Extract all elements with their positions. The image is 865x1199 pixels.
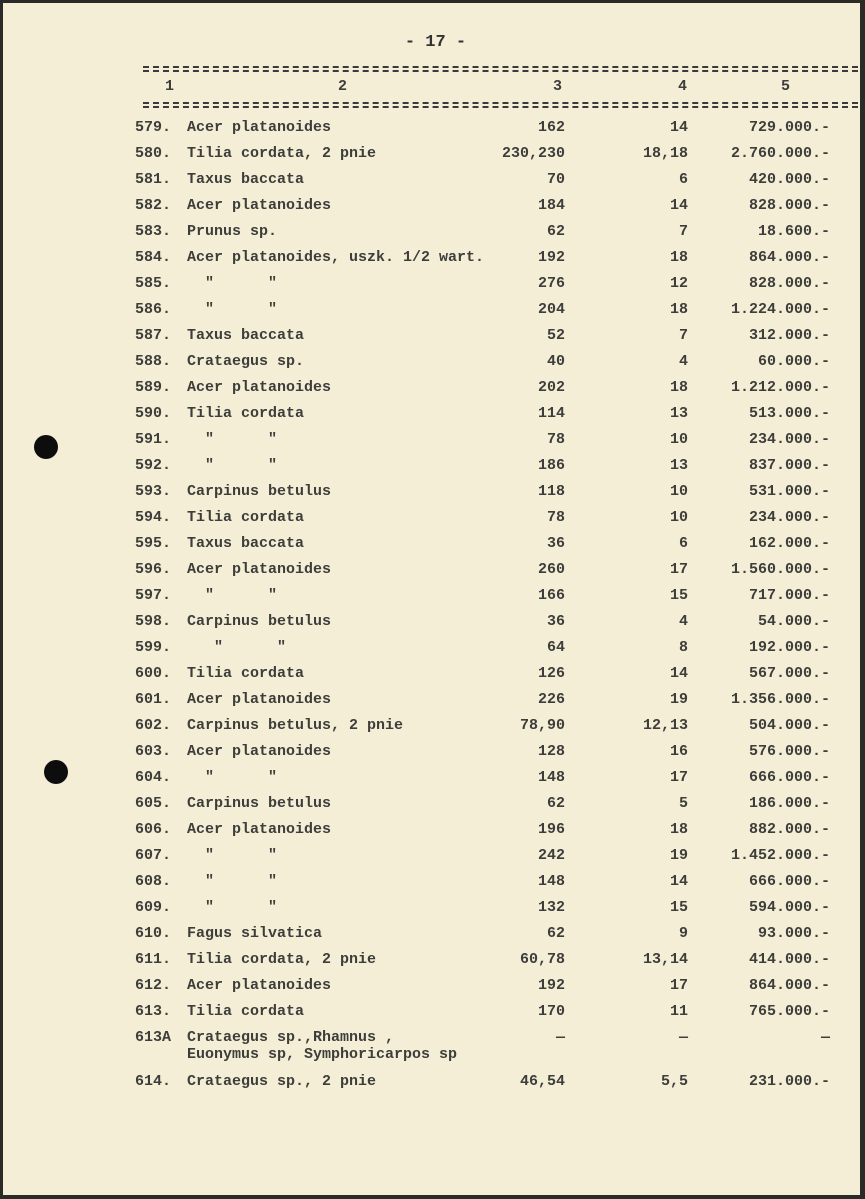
header-col-4: 4	[678, 78, 688, 95]
table-row	[135, 301, 835, 321]
col-3-value: 62	[546, 925, 565, 942]
col-5-value: 828.000.-	[748, 197, 830, 214]
col-5-value: 312.000.-	[748, 327, 830, 344]
row-number: 598.	[135, 613, 172, 630]
species-name: Acer platanoides, uszk. 1/2 wart.	[187, 249, 485, 266]
row-number: 582.	[135, 197, 172, 214]
col-3-value: 78	[546, 431, 565, 448]
col-5-value: 567.000.-	[748, 665, 830, 682]
species-name: Taxus baccata	[187, 327, 305, 344]
table-row	[135, 717, 835, 737]
table-row	[135, 1073, 835, 1093]
species-name: Acer platanoides	[187, 977, 332, 994]
col-5-value: 54.000.-	[757, 613, 830, 630]
row-number: 594.	[135, 509, 172, 526]
col-3-value: 70	[546, 171, 565, 188]
col-5-value: 231.000.-	[748, 1073, 830, 1090]
species-name: Carpinus betulus	[187, 795, 332, 812]
species-name: " "	[187, 457, 278, 474]
species-name: Tilia cordata, 2 pnie	[187, 951, 377, 968]
col-5-value: 717.000.-	[748, 587, 830, 604]
species-name: " "	[187, 275, 278, 292]
row-number: 605.	[135, 795, 172, 812]
col-4-value: 17	[669, 769, 688, 786]
col-4-value: 8	[678, 639, 688, 656]
col-3-value: 186	[537, 457, 565, 474]
table-row	[135, 691, 835, 711]
row-number: 595.	[135, 535, 172, 552]
col-3-value: 204	[537, 301, 565, 318]
species-name: Taxus baccata	[187, 171, 305, 188]
row-number: 593.	[135, 483, 172, 500]
row-number: 609.	[135, 899, 172, 916]
col-4-value: 7	[678, 223, 688, 240]
divider-top	[143, 66, 858, 68]
col-3-value: 260	[537, 561, 565, 578]
col-5-value: 828.000.-	[748, 275, 830, 292]
row-number: 606.	[135, 821, 172, 838]
punch-hole	[44, 760, 68, 784]
col-3-value: 192	[537, 249, 565, 266]
col-5-value: 576.000.-	[748, 743, 830, 760]
col-5-value: 234.000.-	[748, 431, 830, 448]
species-name: Acer platanoides	[187, 821, 332, 838]
species-name: Carpinus betulus	[187, 613, 332, 630]
col-4-value: 6	[678, 535, 688, 552]
species-name: " "	[187, 587, 278, 604]
col-3-value: 114	[537, 405, 565, 422]
col-3-value: 78,90	[519, 717, 565, 734]
col-5-value: 162.000.-	[748, 535, 830, 552]
col-3-value: 62	[546, 223, 565, 240]
col-3-value: 64	[546, 639, 565, 656]
table-row	[135, 171, 835, 191]
col-4-value: 5	[678, 795, 688, 812]
col-3-value: 202	[537, 379, 565, 396]
row-number: 585.	[135, 275, 172, 292]
species-name: " "	[187, 899, 278, 916]
row-number: 586.	[135, 301, 172, 318]
table-row	[135, 769, 835, 789]
species-name: Carpinus betulus	[187, 483, 332, 500]
col-3-value: 148	[537, 873, 565, 890]
table-row	[135, 509, 835, 529]
col-5-value: 192.000.-	[748, 639, 830, 656]
col-3-value: 184	[537, 197, 565, 214]
table-row	[135, 561, 835, 581]
species-name: Acer platanoides	[187, 743, 332, 760]
table-row	[135, 197, 835, 217]
species-name: Tilia cordata	[187, 509, 305, 526]
col-3-value: 170	[537, 1003, 565, 1020]
col-4-value: 18	[669, 249, 688, 266]
col-4-value: 12,13	[642, 717, 688, 734]
species-name: Acer platanoides	[187, 561, 332, 578]
col-3-value: 196	[537, 821, 565, 838]
col-4-value: 18	[669, 379, 688, 396]
col-4-value: 11	[669, 1003, 688, 1020]
col-5-value: 864.000.-	[748, 249, 830, 266]
col-4-value: 16	[669, 743, 688, 760]
col-3-value: 132	[537, 899, 565, 916]
col-5-value: 186.000.-	[748, 795, 830, 812]
header-col-3: 3	[553, 78, 563, 95]
col-3-value: 162	[537, 119, 565, 136]
table-row	[135, 379, 835, 399]
table-row	[135, 145, 835, 165]
table-row	[135, 535, 835, 555]
col-3-value: 52	[546, 327, 565, 344]
col-4-value: 18	[669, 821, 688, 838]
header-col-2: 2	[338, 78, 348, 95]
species-name: Tilia cordata, 2 pnie	[187, 145, 377, 162]
col-4-value: 5,5	[660, 1073, 688, 1090]
table-row	[135, 1003, 835, 1023]
col-4-value: 4	[678, 613, 688, 630]
col-5-value: 234.000.-	[748, 509, 830, 526]
col-4-value: 4	[678, 353, 688, 370]
col-5-value: 513.000.-	[748, 405, 830, 422]
col-4-value: 13	[669, 457, 688, 474]
col-5-value: 729.000.-	[748, 119, 830, 136]
row-number: 583.	[135, 223, 172, 240]
col-5-value: 93.000.-	[757, 925, 830, 942]
species-name: Taxus baccata	[187, 535, 305, 552]
col-3-value: 126	[537, 665, 565, 682]
col-3-value: 148	[537, 769, 565, 786]
col-3-value: 60,78	[519, 951, 565, 968]
col-5-value: 531.000.-	[748, 483, 830, 500]
col-4-value: 17	[669, 561, 688, 578]
table-row	[135, 275, 835, 295]
col-5-value: 765.000.-	[748, 1003, 830, 1020]
species-name: Tilia cordata	[187, 1003, 305, 1020]
col-3-value: 192	[537, 977, 565, 994]
col-3-value: 78	[546, 509, 565, 526]
col-4-value: 14	[669, 119, 688, 136]
col-3-value: 128	[537, 743, 565, 760]
table-row	[135, 665, 835, 685]
species-name: Crataegus sp., 2 pnie	[187, 1073, 377, 1090]
col-5-value: 1.452.000.-	[730, 847, 830, 864]
col-5-value: 504.000.-	[748, 717, 830, 734]
species-name: Acer platanoides	[187, 379, 332, 396]
col-3-value: 36	[546, 613, 565, 630]
col-5-value: 837.000.-	[748, 457, 830, 474]
row-number: 580.	[135, 145, 172, 162]
page-number: - 17 -	[404, 33, 467, 52]
table-row	[135, 873, 835, 893]
row-number: 579.	[135, 119, 172, 136]
col-4-value: 13,14	[642, 951, 688, 968]
species-name: Fagus silvatica	[187, 925, 323, 942]
col-5-value: 18.600.-	[757, 223, 830, 240]
table-row	[135, 795, 835, 815]
species-name: " "	[187, 847, 278, 864]
species-name: Carpinus betulus, 2 pnie	[187, 717, 404, 734]
row-number: 601.	[135, 691, 172, 708]
row-number: 588.	[135, 353, 172, 370]
row-number: 602.	[135, 717, 172, 734]
col-5-value: 666.000.-	[748, 873, 830, 890]
species-name: " "	[187, 769, 278, 786]
col-5-value: 1.224.000.-	[730, 301, 830, 318]
table-row	[135, 457, 835, 477]
col-3-value: 118	[537, 483, 565, 500]
col-5-value: 1.560.000.-	[730, 561, 830, 578]
table-row	[135, 925, 835, 945]
row-number: 592.	[135, 457, 172, 474]
table-row	[135, 847, 835, 867]
col-4-value: 19	[669, 691, 688, 708]
table-row	[135, 223, 835, 243]
col-3-value: 62	[546, 795, 565, 812]
col-3-value: 226	[537, 691, 565, 708]
species-name: Crataegus sp.	[187, 353, 305, 370]
row-number: 608.	[135, 873, 172, 890]
header-col-5: 5	[781, 78, 791, 95]
row-number: 599.	[135, 639, 172, 656]
divider-header-2	[143, 106, 858, 108]
divider-top-2	[143, 70, 858, 72]
col-3-value: 40	[546, 353, 565, 370]
species-name: Prunus sp.	[187, 223, 278, 240]
col-5-value: 414.000.-	[748, 951, 830, 968]
table-row	[135, 743, 835, 763]
col-5-value: 594.000.-	[748, 899, 830, 916]
col-3-value: 230,230	[501, 145, 565, 162]
table-row	[135, 977, 835, 997]
col-4-value: 9	[678, 925, 688, 942]
col-5-value: 1.212.000.-	[730, 379, 830, 396]
col-4-value: 15	[669, 899, 688, 916]
row-number: 613A	[135, 1029, 172, 1046]
row-number: 581.	[135, 171, 172, 188]
table-row	[135, 249, 835, 269]
col-3-value: 36	[546, 535, 565, 552]
col-5-value: 420.000.-	[748, 171, 830, 188]
col-4-value: 15	[669, 587, 688, 604]
table-row	[135, 1029, 835, 1063]
row-number: 613.	[135, 1003, 172, 1020]
row-number: 590.	[135, 405, 172, 422]
col-4-value: —	[678, 1029, 688, 1046]
col-5-value: 882.000.-	[748, 821, 830, 838]
col-5-value: 1.356.000.-	[730, 691, 830, 708]
table-row	[135, 613, 835, 633]
col-4-value: 13	[669, 405, 688, 422]
col-4-value: 10	[669, 431, 688, 448]
col-3-value: 242	[537, 847, 565, 864]
col-5-value: 60.000.-	[757, 353, 830, 370]
table-row	[135, 353, 835, 373]
species-name: Acer platanoides	[187, 691, 332, 708]
col-4-value: 17	[669, 977, 688, 994]
table-header	[0, 78, 865, 98]
col-4-value: 7	[678, 327, 688, 344]
table-row	[135, 327, 835, 347]
col-5-value: 2.760.000.-	[730, 145, 830, 162]
table-row	[135, 405, 835, 425]
row-number: 607.	[135, 847, 172, 864]
row-number: 614.	[135, 1073, 172, 1090]
species-name: Crataegus sp.,Rhamnus , Euonymus sp, Symphoricarpos sp	[187, 1029, 458, 1063]
col-5-value: 666.000.-	[748, 769, 830, 786]
table-row	[135, 587, 835, 607]
col-4-value: 19	[669, 847, 688, 864]
table-row	[135, 899, 835, 919]
species-name: Tilia cordata	[187, 405, 305, 422]
table-row	[135, 639, 835, 659]
row-number: 600.	[135, 665, 172, 682]
row-number: 584.	[135, 249, 172, 266]
table-row	[135, 431, 835, 451]
col-5-value: 864.000.-	[748, 977, 830, 994]
col-4-value: 12	[669, 275, 688, 292]
row-number: 610.	[135, 925, 172, 942]
species-name: " "	[187, 431, 278, 448]
col-4-value: 14	[669, 665, 688, 682]
header-col-1: 1	[165, 78, 175, 95]
col-3-value: 46,54	[519, 1073, 565, 1090]
row-number: 604.	[135, 769, 172, 786]
col-4-value: 18,18	[642, 145, 688, 162]
row-number: 611.	[135, 951, 172, 968]
col-3-value: —	[555, 1029, 565, 1046]
row-number: 612.	[135, 977, 172, 994]
row-number: 589.	[135, 379, 172, 396]
table-row	[135, 821, 835, 841]
row-number: 591.	[135, 431, 172, 448]
col-3-value: 276	[537, 275, 565, 292]
row-number: 597.	[135, 587, 172, 604]
species-name: Acer platanoides	[187, 119, 332, 136]
col-5-value: —	[820, 1029, 830, 1046]
divider-header	[143, 102, 858, 104]
species-name: Tilia cordata	[187, 665, 305, 682]
col-4-value: 18	[669, 301, 688, 318]
species-name: " "	[187, 639, 287, 656]
species-name: " "	[187, 873, 278, 890]
punch-hole	[34, 435, 58, 459]
col-4-value: 14	[669, 197, 688, 214]
table-row	[135, 119, 835, 139]
col-4-value: 6	[678, 171, 688, 188]
species-name: " "	[187, 301, 278, 318]
col-4-value: 10	[669, 509, 688, 526]
row-number: 587.	[135, 327, 172, 344]
col-3-value: 166	[537, 587, 565, 604]
row-number: 596.	[135, 561, 172, 578]
species-name: Acer platanoides	[187, 197, 332, 214]
table-row	[135, 483, 835, 503]
col-4-value: 14	[669, 873, 688, 890]
row-number: 603.	[135, 743, 172, 760]
col-4-value: 10	[669, 483, 688, 500]
table-row	[135, 951, 835, 971]
